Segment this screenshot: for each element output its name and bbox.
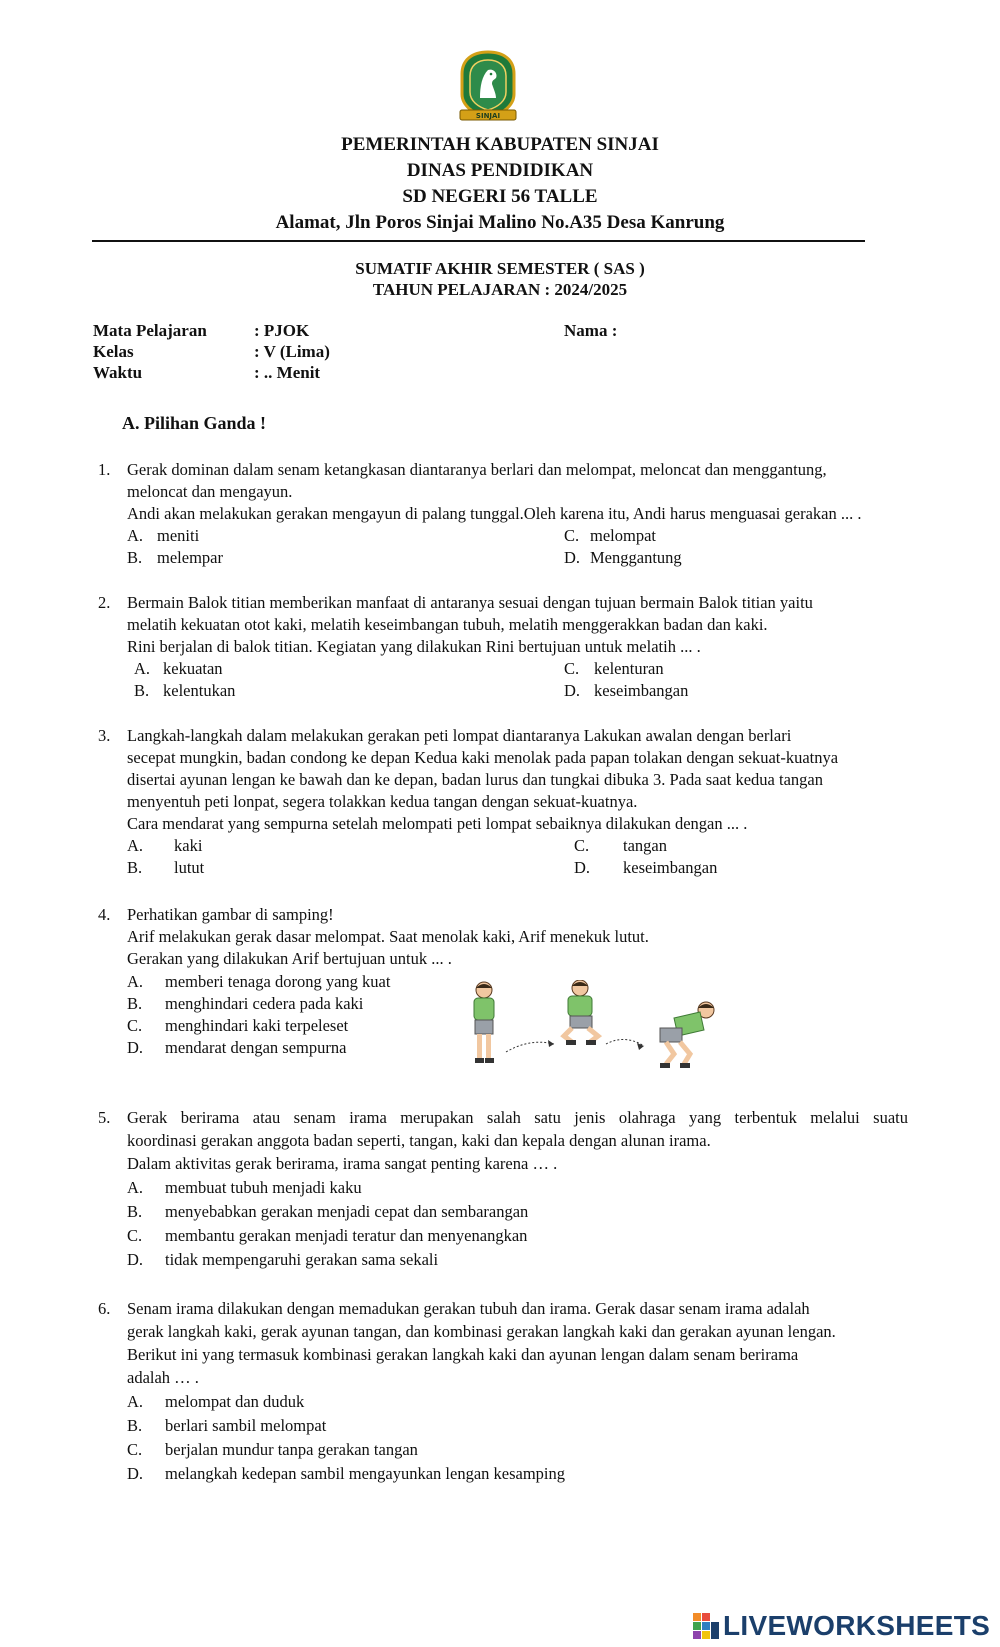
question-number: 2. [98,593,111,612]
logo-text: SINJAI [475,112,501,120]
question-text: Bermain Balok titian memberikan manfaat di antaranya sesuai dengan tujuan bermain Balok titian yaitu [127,593,813,612]
option-text: berlari sambil melompat [165,1416,327,1435]
option-text: kelenturan [594,659,664,678]
question-number: 5. [98,1108,111,1127]
option-d[interactable] [127,1250,438,1270]
option-text: menyebabkan gerakan menjadi cepat dan sembarangan [165,1202,529,1221]
option-a[interactable] [134,659,223,679]
option-letter: D. [127,1038,144,1057]
option-text: menghindari cedera pada kaki [165,994,364,1013]
option-a[interactable] [127,836,202,856]
question-text: Senam irama dilakukan dengan memadukan gerakan tubuh dan irama. Gerak dasar senam irama adalah [127,1299,810,1318]
question-text: Cara mendarat yang sempurna setelah melompati peti lompat sebaiknya dilakukan dengan ... . [127,814,748,833]
boy-jumping-figure [564,980,598,1045]
section-title: A. Pilihan Ganda ! [122,413,267,433]
jumping-boy-illustration [460,980,725,1075]
exam-title: SUMATIF AKHIR SEMESTER ( SAS ) [355,259,645,278]
question-number: 1. [98,460,111,479]
option-c[interactable] [127,1440,418,1460]
option-letter: D. [127,1250,144,1269]
option-text: menghindari kaki terpeleset [165,1016,349,1035]
option-text: membuat tubuh menjadi kaku [165,1178,362,1197]
option-c[interactable] [564,526,656,546]
question-text: Berikut ini yang termasuk kombinasi gerakan langkah kaki dan ayunan lengan dalam senam berirama [127,1345,799,1364]
header-divider [92,240,865,242]
option-b[interactable] [127,994,363,1014]
option-letter: B. [127,994,143,1013]
option-text: melompat dan duduk [165,1392,305,1411]
option-letter: B. [127,1202,143,1221]
question-text: koordinasi gerakan anggota badan seperti, tangan, kaki dan kepala dengan alunan irama. [127,1131,711,1150]
name-label: Nama : [564,321,618,340]
option-text: meniti [157,526,200,545]
option-text: Menggantung [590,548,682,567]
liveworksheets-brand [693,1609,990,1643]
brand-name: LIVEWORKSHEETS [723,1610,991,1641]
question-text: Rini berjalan di balok titian. Kegiatan yang dilakukan Rini bertujuan untuk melatih ... . [127,637,701,656]
option-text: tangan [623,836,667,855]
option-letter: B. [134,681,150,700]
option-a[interactable] [127,526,199,546]
option-text: kelentukan [163,681,236,700]
boy-landing-figure [660,1002,714,1068]
option-letter: C. [127,1016,143,1035]
question-text: Langkah-langkah dalam melakukan gerakan peti lompat diantaranya Lakukan awalan dengan berlari [127,726,792,745]
question-text: melatih kekuatan otot kaki, melatih keseimbangan tubuh, melatih menggerakkan badan dan kaki. [127,615,768,634]
option-letter: C. [127,1440,143,1459]
option-letter: D. [127,1464,144,1483]
question-text: Dalam aktivitas gerak berirama, irama sangat penting karena … . [127,1154,558,1173]
option-a[interactable] [127,972,390,992]
option-text: melempar [157,548,223,567]
boy-standing-figure [474,982,494,1063]
option-letter: A. [127,1392,144,1411]
option-letter: A. [127,836,144,855]
question-text: secepat mungkin, badan condong ke depan Kedua kaki menolak pada papan tolakan dengan sekuat-kuatnya [127,748,839,767]
option-text: keseimbangan [594,681,689,700]
option-letter: D. [574,858,591,877]
question-text: Perhatikan gambar di samping! [127,905,334,924]
option-text: mendarat dengan sempurna [165,1038,347,1057]
option-letter: B. [127,858,143,877]
option-letter: A. [134,659,151,678]
option-letter: C. [574,836,590,855]
option-letter: A. [127,1178,144,1197]
exam-year: TAHUN PELAJARAN : 2024/2025 [372,280,628,299]
regency-emblem-icon [456,50,520,122]
option-c[interactable] [127,1226,527,1246]
option-d[interactable] [127,1464,565,1484]
question-text: Gerak dominan dalam senam ketangkasan diantaranya berlari dan melompat, meloncat dan menggantung, [127,460,827,479]
header-address: Alamat, Jln Poros Sinjai Malino No.A35 Desa Kanrung [275,212,725,233]
option-letter: B. [127,1416,143,1435]
class-value: : V (Lima) [254,342,330,361]
option-text: keseimbangan [623,858,718,877]
question-text: meloncat dan mengayun. [127,482,293,501]
time-value: : .. Menit [254,363,321,382]
option-d[interactable] [574,858,717,878]
option-b[interactable] [127,858,204,878]
option-letter: C. [564,659,580,678]
subject-value: : PJOK [254,321,310,340]
question-text: Andi akan melakukan gerakan mengayun di palang tunggal.Oleh karena itu, Andi harus menguasai gerakan ... . [127,504,862,523]
option-text: membantu gerakan menjadi teratur dan menyenangkan [165,1226,528,1245]
question-text: gerak langkah kaki, gerak ayunan tangan, dan kombinasi gerakan langkah kaki dan gerakan ayunan lengan. [127,1322,836,1341]
option-text: memberi tenaga dorong yang kuat [165,972,391,991]
option-letter: B. [127,548,143,567]
question-text: Gerak berirama atau senam irama merupakan salah satu jenis olahraga yang terbentuk melalui suatu [127,1108,908,1127]
option-text: tidak mempengaruhi gerakan sama sekali [165,1250,439,1269]
option-text: kekuatan [163,659,223,678]
option-d[interactable] [127,1038,346,1058]
option-b[interactable] [127,1416,326,1436]
question-number: 3. [98,726,111,745]
question-text: menyentuh peti lonpat, segera tolakkan kedua tangan dengan sekuat-kuatnya. [127,792,638,811]
subject-label: Mata Pelajaran [93,321,207,340]
option-c[interactable] [574,836,667,856]
question-text: Gerakan yang dilakukan Arif bertujuan untuk ... . [127,949,452,968]
option-letter: D. [564,681,581,700]
option-text: melompat [590,526,656,545]
option-letter: C. [127,1226,143,1245]
option-c[interactable] [127,1016,348,1036]
option-letter: C. [564,526,580,545]
option-letter: A. [127,526,144,545]
time-label: Waktu [93,363,143,382]
header-department: DINAS PENDIDIKAN [406,160,594,181]
question-text: adalah … . [127,1368,199,1387]
option-text: melangkah kedepan sambil mengayunkan lengan kesamping [165,1464,566,1483]
option-c[interactable] [564,659,664,679]
option-letter: A. [127,972,144,991]
option-a[interactable] [127,1392,304,1412]
liveworksheets-logo-icon [693,1613,719,1639]
question-number: 6. [98,1299,111,1318]
option-b[interactable] [127,548,223,568]
option-d[interactable] [564,681,688,701]
question-text: Arif melakukan gerak dasar melompat. Saat menolak kaki, Arif menekuk lutut. [127,927,649,946]
option-b[interactable] [134,681,235,701]
header-government: PEMERINTAH KABUPATEN SINJAI [341,134,659,155]
option-text: lutut [174,858,205,877]
option-b[interactable] [127,1202,528,1222]
option-a[interactable] [127,1178,362,1198]
question-text: disertai ayunan lengan ke bawah dan ke depan, badan lurus dan tungkai dibuka 3. Pada saat kedua tangan [127,770,823,789]
header-school: SD NEGERI 56 TALLE [402,186,598,207]
question-number: 4. [98,905,111,924]
option-text: berjalan mundur tanpa gerakan tangan [165,1440,418,1459]
option-text: kaki [174,836,203,855]
option-d[interactable] [564,548,682,568]
option-letter: D. [564,548,581,567]
class-label: Kelas [93,342,134,361]
